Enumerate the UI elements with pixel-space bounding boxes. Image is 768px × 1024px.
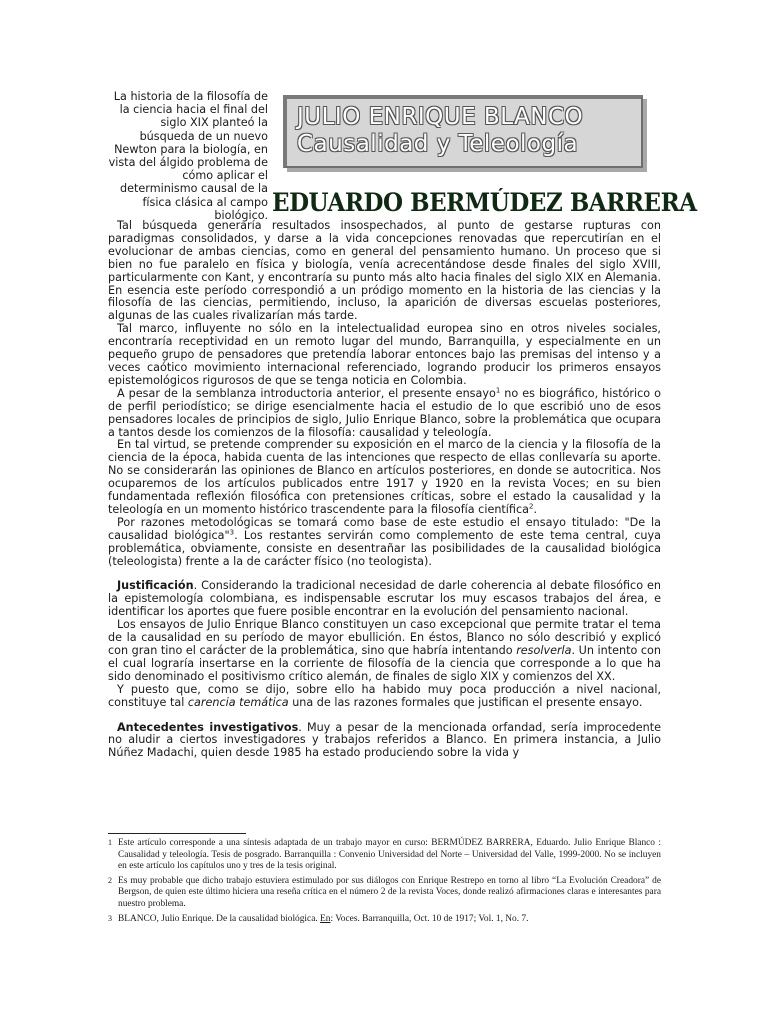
footnote-number: 3 xyxy=(108,913,112,923)
section-heading-antecedentes: Antecedentes investigativos xyxy=(117,720,299,734)
footnote-text: Es muy probable que dicho trabajo estuviera estimulado por sus diálogos con Enrique Restrepo en torno al libro “La Evolución Creadora” de Bergson, de quien este último hiciera una reseña crítica en el número 2 de la revista Voces, donde realizó afirmaciones claras e interesantes para nuestro problema. xyxy=(118,875,661,909)
paragraph-4 xyxy=(108,439,661,516)
title-box xyxy=(283,95,643,168)
paragraph-8-text-b: una de las razones formales que justifican el presente ensayo. xyxy=(288,695,643,709)
footnote-text-b: : Voces. Barranquilla, Oct. 10 de 1917; Vol. 1, No. 7. xyxy=(330,913,529,924)
title-line-1: JULIO ENRIQUE BLANCO xyxy=(297,104,584,130)
paragraph-5-text-b: . Los restantes servirán como complemento de este tema central, cuya problemática, obviamente, consiste en desentrañar las posibilidades de la causalidad biológica (teleologista) frente a la de carácter físico (no teologista). xyxy=(108,528,662,568)
footnote-number: 2 xyxy=(108,875,112,885)
paragraph-8-text-a: Y puesto que, como se dijo, sobre ello ha habido muy poca producción a nivel nacional, constituye tal xyxy=(108,682,661,709)
section-justificacion-text: . Considerando la tradicional necesidad de darle coherencia al debate filosófico en la epistemología colombiana, es indispensable escrutar los muy escasos trabajos del área, e identificar los aportes que fuere posible encontrar en la evolución del pensamiento nacional. xyxy=(108,579,661,619)
paragraph-3 xyxy=(108,388,661,440)
section-heading-justificacion: Justificación xyxy=(117,579,194,593)
paragraph-3-text-a: A pesar de la semblanza introductoria anterior, el presente ensayo xyxy=(117,386,496,400)
footnote-text: Este artículo corresponde a una síntesis adaptada de un trabajo mayor en curso: BERMÚDEZ BARRERA, Eduardo. Julio Enrique Blanco : Causalidad y teleología. Tesis de posgrado. Barranquilla : Convenio Universidad del Norte – Universidad del Valle, 1999-2000. No se incluyen en este artículo los capítulos uno y tres de la tesis original. xyxy=(118,838,661,872)
section-antecedentes-text: . Muy a pesar de la mencionada orfandad, sería improcedente no aludir a ciertos investigadores y trabajos referidos a Blanco. En primera instancia, a Julio Núñez Madachi, quien desde 1985 ha estado produciendo sobre la vida y xyxy=(108,720,661,760)
paragraph-4-text-a: En tal virtud, se pretende comprender su exposición en el marco de la ciencia y la filosofía de la ciencia de la época, habida cuenta de las intenciones que respecto de ellas conllevaría su aporte. No se considerarán las opiniones de Blanco en artículos posteriores, en donde se autocritica. Nos ocuparemos de los artículos publicados entre 1917 y 1920 en la revista Voces; en su bien fundamentada reflexión filosófica con pretensiones críticas, sobre el estado la causalidad y la teleología en un momento histórico trascendente para la filosofía científica xyxy=(108,438,661,516)
paragraph-5-text-a: Por razones metodológicas se tomará como base de este estudio el ensayo titulado: "De la causalidad biológica" xyxy=(108,515,661,542)
footnote-ref-2: 2 xyxy=(528,502,534,511)
title-line-2: Causalidad y Teleología xyxy=(297,131,579,157)
footnote-3 xyxy=(108,914,661,926)
footnote-ref-3: 3 xyxy=(229,528,235,537)
footnotes xyxy=(108,838,661,928)
footnote-2 xyxy=(108,876,661,911)
paragraph-4-text-b: . xyxy=(533,502,537,516)
paragraph-1: Tal búsqueda generaría resultados insospechados, al punto de gestarse rupturas con paradigmas consolidados, y darse a la vida concepciones renovadas que repercutirían en el evolucionar de ambas ciencias, como en general del pensamiento humano. Un proceso que si bien no fue paralelo en física y biología, venía acrecentándose desde finales del siglo XVIII, particularmente con Kant, y encontraría su punto más alto hacia finales del siglo XIX en Alemania. En esencia este período correspondió a un pródigo momento en la historia de las ciencias y la filosofía de las ciencias, permitiendo, incluso, la aparición de diversas escuelas posteriores, algunas de las cuales rivalizarían más tarde. xyxy=(108,219,661,323)
paragraph-2: Tal marco, influyente no sólo en la intelectualidad europea sino en otros niveles sociales, encontraría receptividad en un remoto lugar del mundo, Barranquilla, y especialmente en un pequeño grupo de pensadores que pretendía laborar entonces bajo las premisas del intenso y a veces caótico movimiento internacional referenciado, logrando producir los primeros ensayos epistemológicos rigurosos de que se tenga noticia en Colombia. xyxy=(108,322,661,387)
section-justificacion xyxy=(108,580,661,619)
footnote-text xyxy=(118,914,661,926)
section-antecedentes xyxy=(108,722,661,761)
paragraph-3-text-b: no es biográfico, histórico o de perfil periodístico; se dirige esencialmente hacia el estudio de lo que escribió uno de esos pensadores locales de principios de siglo, Julio Enrique Blanco, sobre la problemática que ocupara a tantos desde los comienzos de la filosofía: causalidad y teleología. xyxy=(108,386,661,439)
paragraph-5 xyxy=(108,517,661,569)
footnote-text-underlined: En xyxy=(320,913,331,924)
paragraph-7-text-b: . Un intento con el cual lograría insertarse en la corriente de filosofía de la ciencia que corresponde a lo que ha sido denominado el positivismo crítico alemán, de finales de siglo XIX y comienzos del XX. xyxy=(108,644,661,683)
article-body xyxy=(108,220,661,760)
paragraph-7-emphasis: resolverla xyxy=(516,644,572,657)
footnote-ref-1: 1 xyxy=(495,386,501,395)
paragraph-7-text-a: Los ensayos de Julio Enrique Blanco constituyen un caso excepcional que permite tratar el tema de la causalidad en su período de mayor ebullición. En éstos, Blanco no sólo describió y explicó con gran tino el carácter de la problemática, sino que habría intentando xyxy=(108,618,661,657)
intro-paragraph: La historia de la filosofía de la ciencia hacia el final del siglo XIX planteó la búsqueda de un nuevo Newton para la biología, en vista del álgido problema de cómo aplicar el determinismo causal de la física clásica al campo biológico. xyxy=(108,90,268,222)
footnote-1 xyxy=(108,838,661,873)
paragraph-7 xyxy=(108,619,661,684)
footnote-number: 1 xyxy=(108,838,112,847)
paragraph-8-emphasis: carencia temática xyxy=(187,695,289,709)
footnote-divider xyxy=(108,833,246,834)
footnote-text-a: BLANCO, Julio Enrique. De la causalidad biológica. xyxy=(118,913,321,924)
author-name: EDUARDO BERMÚDEZ BARRERA xyxy=(272,188,697,217)
paragraph-8 xyxy=(108,684,661,710)
